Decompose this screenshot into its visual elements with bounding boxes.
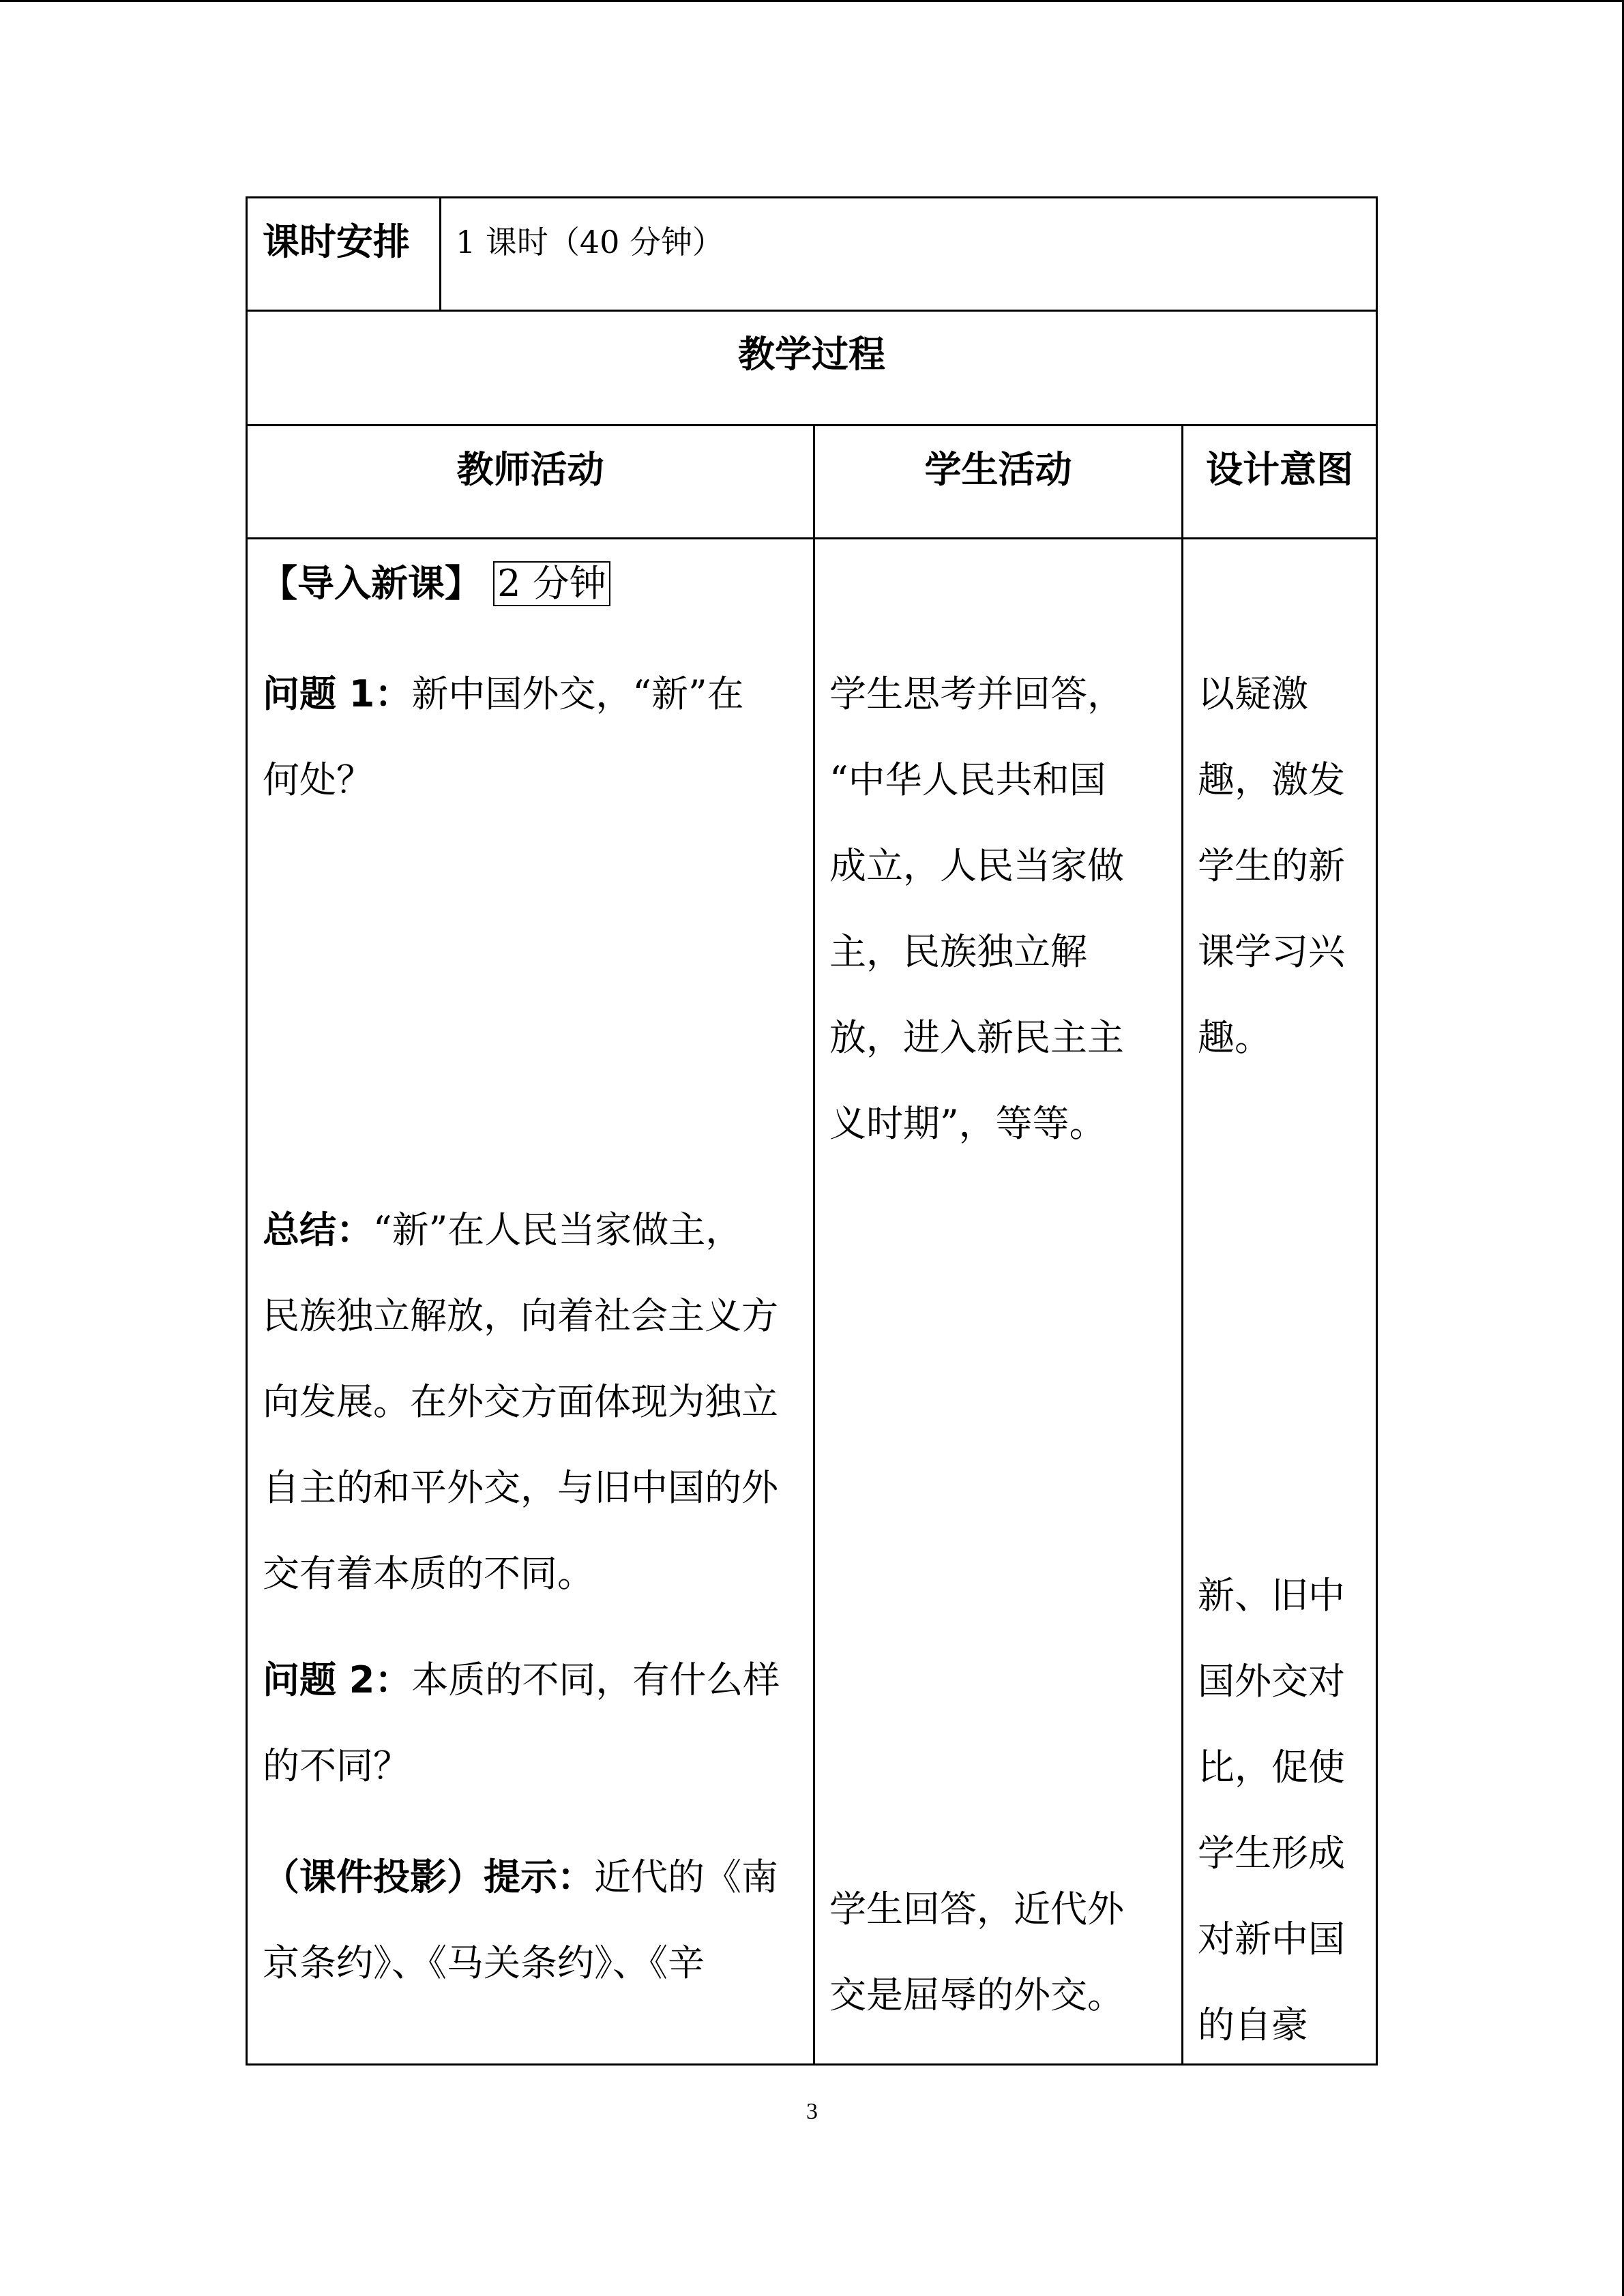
question-1-label: 问题 1： [263, 672, 412, 715]
intent-1-line-2: 趣，激发 [1198, 758, 1345, 801]
column-header-teacher: 教师活动 [456, 448, 604, 491]
student-answer-1-line-2: “中华人民共和国 [829, 758, 1106, 801]
intent-1-line-3: 学生的新 [1198, 844, 1345, 887]
question-1-line-1 [263, 651, 744, 737]
intent-2-line-1: 新、旧中 [1198, 1574, 1345, 1617]
schedule-value: 1 课时（40 分钟） [456, 224, 724, 260]
page-number: 3 [806, 2099, 818, 2124]
intent-2-line-2: 国外交对 [1198, 1660, 1345, 1703]
summary-line-4: 自主的和平外交，与旧中国的外 [263, 1466, 778, 1509]
hint-label: （课件投影）提示： [263, 1855, 594, 1898]
column-header-student: 学生活动 [924, 448, 1072, 491]
intent-2-line-5: 对新中国 [1198, 1918, 1345, 1960]
intro-label: 【导入新课】 [261, 562, 482, 605]
row-divider-3 [246, 537, 1378, 539]
question-2-line-2: 的不同？ [263, 1744, 410, 1787]
col-divider-student-intent [1181, 424, 1183, 2066]
hint-line-1 [263, 1834, 778, 1920]
summary-line-2: 民族独立解放，向着社会主义方 [263, 1294, 778, 1337]
hint-text-1: 近代的《南 [594, 1855, 778, 1898]
schedule-label: 课时安排 [263, 220, 410, 263]
summary-line-3: 向发展。在外交方面体现为独立 [263, 1380, 778, 1423]
section-title: 教学过程 [738, 333, 885, 376]
header-col-divider [439, 196, 441, 312]
student-answer-1-line-1: 学生思考并回答， [829, 672, 1124, 715]
intent-2-line-3: 比，促使 [1198, 1746, 1345, 1789]
hint-line-2: 京条约》、《马关条约》、《辛 [263, 1941, 705, 1984]
student-answer-2-line-1: 学生回答，近代外 [829, 1888, 1124, 1930]
summary-line-5: 交有着本质的不同。 [263, 1552, 594, 1595]
question-2-line-1 [263, 1637, 780, 1723]
question-1-text: 新中国外交，“新”在 [411, 672, 744, 715]
intent-2-line-4: 学生形成 [1198, 1832, 1345, 1875]
intent-1-line-5: 趣。 [1198, 1016, 1271, 1059]
intent-1-line-1: 以疑激 [1198, 672, 1308, 715]
question-2-label: 问题 2： [263, 1658, 412, 1701]
student-answer-2-line-2: 交是屈辱的外交。 [829, 1973, 1124, 2016]
intro-heading [261, 541, 610, 627]
table-border-top [246, 196, 1378, 198]
column-header-intent: 设计意图 [1206, 448, 1353, 491]
question-1-line-2: 何处？ [263, 758, 373, 801]
intent-2-line-6: 的自豪 [1198, 2003, 1308, 2046]
student-answer-1-line-3: 成立，人民当家做 [829, 844, 1124, 887]
intro-time-box: 2 分钟 [493, 561, 610, 606]
student-answer-1-line-5: 放，进入新民主主 [829, 1016, 1124, 1059]
summary-text-1: “新”在人民当家做主， [373, 1208, 743, 1251]
student-answer-1-line-4: 主，民族独立解 [829, 930, 1087, 973]
summary-line-1 [263, 1187, 742, 1273]
table-border-right [1376, 196, 1378, 2066]
summary-label: 总结： [263, 1208, 373, 1251]
col-divider-teacher-student [813, 424, 815, 2066]
question-2-text: 本质的不同，有什么样 [411, 1658, 780, 1701]
intent-1-line-4: 课学习兴 [1198, 930, 1345, 973]
student-answer-1-line-6: 义时期”，等等。 [829, 1102, 1106, 1145]
